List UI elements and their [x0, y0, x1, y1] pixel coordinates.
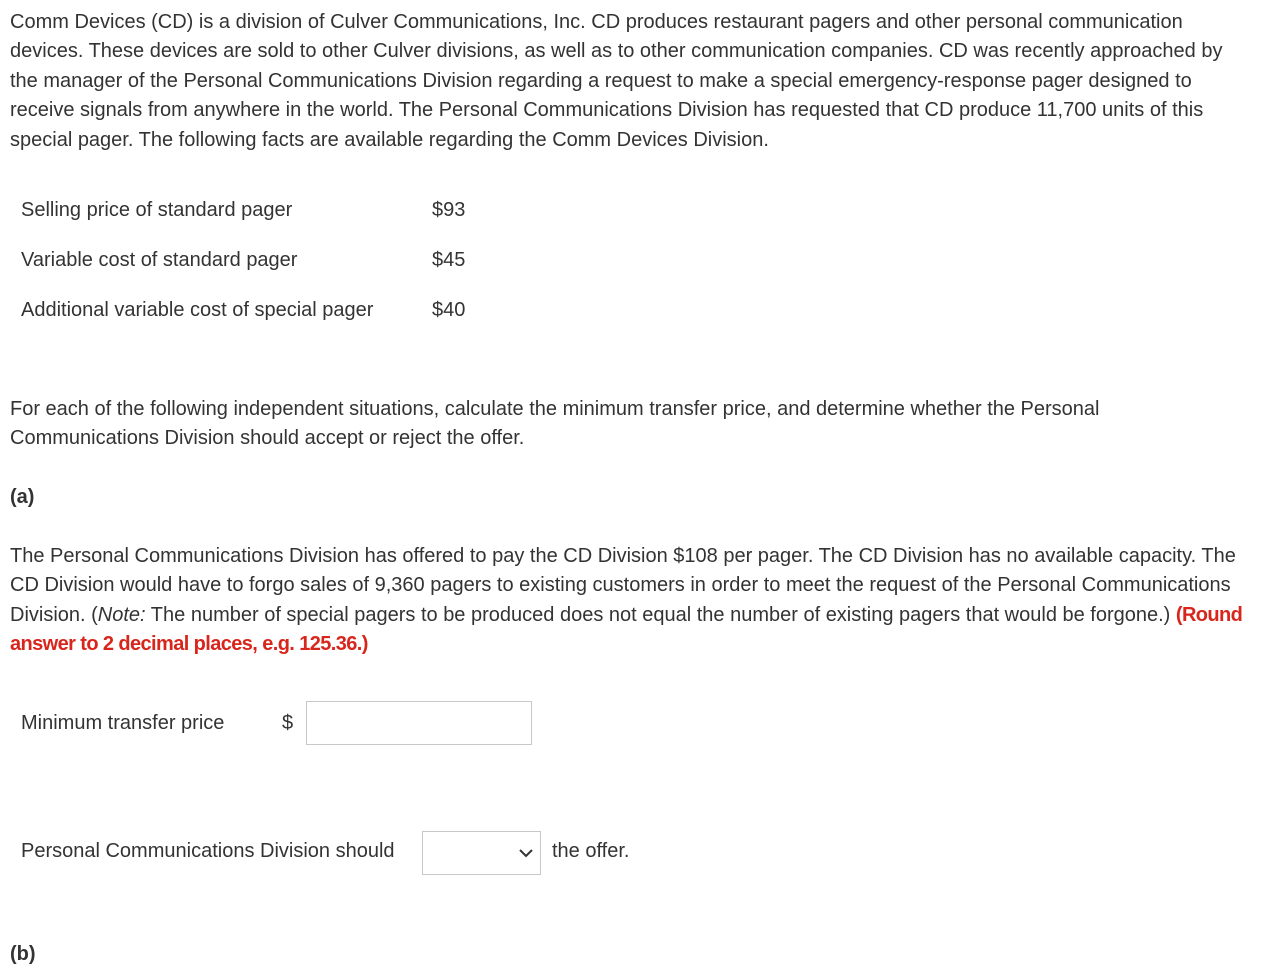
fact-label: Variable cost of standard pager — [21, 249, 298, 271]
fact-value: $40 — [432, 299, 466, 321]
part-a-text: The Personal Communications Division has offered to pay the CD Division $108 per pager. The CD Division has no available capacity. The CD Division would have to forgo sales of 9,360 pagers to existing customers in order to meet the request of the Personal Communications Division. ( — [10, 545, 1236, 626]
intro-paragraph: Comm Devices (CD) is a division of Culver Communications, Inc. CD produces restaurant pagers and other personal communication devices. These devices are sold to other Culver divisions, as well as to other communication companies. CD was recently approached by the manager of the Personal Communications Division regarding a request to make a special emergency-response pager designed to receive signals from anywhere in the world. The Personal Communications Division has requested that CD produce 11,700 units of this special pager. The following facts are available regarding the Comm Devices Division. — [10, 11, 1223, 151]
part-a-text-continued: The number of special pagers to be produced does not equal the number of existing pagers that would be forgone.) — [145, 603, 1176, 626]
decision-label: Personal Communications Division should — [21, 840, 395, 862]
decision-suffix: the offer. — [552, 840, 630, 862]
part-b-label: (b) — [10, 943, 36, 965]
fact-label: Selling price of standard pager — [21, 199, 293, 221]
currency-symbol: $ — [282, 712, 294, 734]
part-a-label: (a) — [10, 486, 35, 508]
min-transfer-price-input[interactable] — [306, 701, 532, 745]
instructions-paragraph: For each of the following independent situations, calculate the minimum transfer price, and determine whether the Personal Communications Division should accept or reject the offer. — [10, 398, 1100, 450]
rounding-note: (Round answer to 2 decimal places, e.g. 125.36.) — [10, 603, 1243, 656]
fact-value: $93 — [432, 199, 466, 221]
fact-label: Additional variable cost of special pager — [21, 299, 374, 321]
part-a-description — [10, 542, 1250, 660]
fact-value: $45 — [432, 249, 466, 271]
min-transfer-price-label: Minimum transfer price — [21, 712, 225, 734]
note-word: Note: — [97, 603, 146, 626]
decision-dropdown[interactable] — [422, 831, 541, 875]
chevron-down-icon — [518, 847, 534, 859]
